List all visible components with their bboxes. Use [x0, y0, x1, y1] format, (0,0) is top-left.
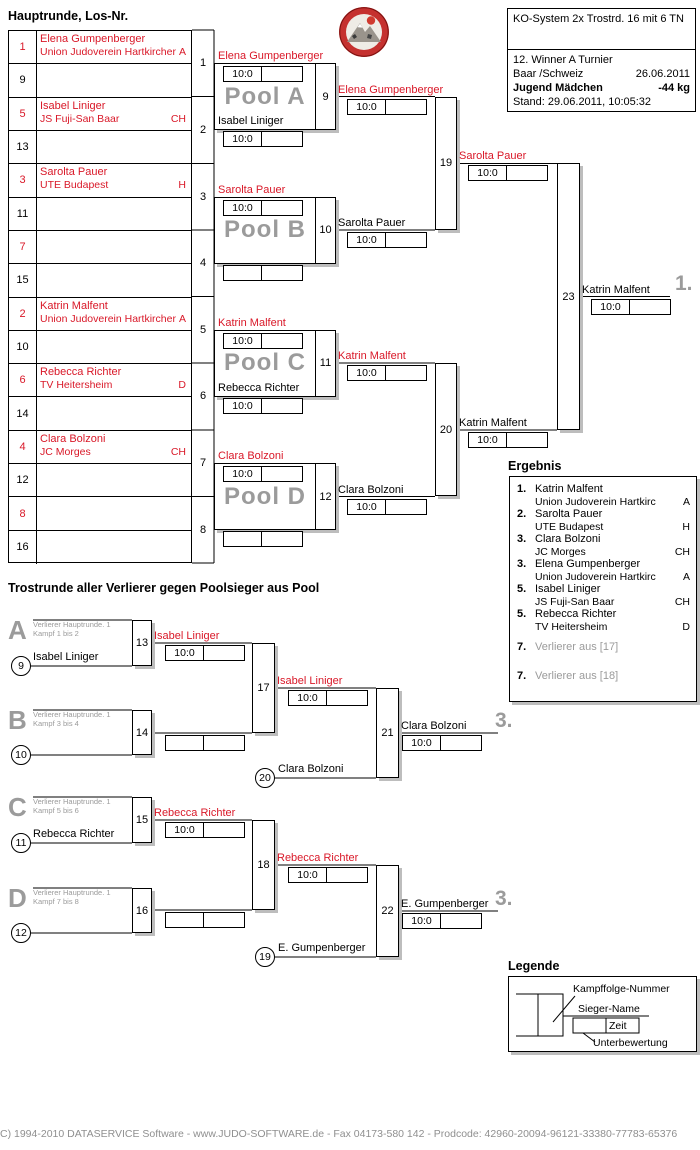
entrant-name: Clara Bolzoni	[40, 432, 106, 445]
match-11-result	[336, 350, 427, 381]
entrant-cell	[37, 64, 191, 96]
ergebnis-nation: A	[682, 495, 690, 508]
entrant-cell	[37, 98, 191, 130]
pool-d-label: Pool D	[224, 482, 306, 510]
match-15-result	[152, 807, 245, 838]
match-20-result	[457, 417, 548, 448]
ergebnis-club: JS Fuji-San Baar	[535, 595, 615, 608]
ergebnis-entry	[517, 558, 693, 583]
info-system	[507, 8, 696, 50]
event-weight: -44 kg	[658, 82, 690, 94]
legende-unterbewertung-label: Unterbewertung	[593, 1037, 668, 1049]
pool-d-top-name: Clara Bolzoni	[218, 450, 284, 463]
entrant-name: Katrin Malfent	[40, 299, 108, 312]
trost-section-c-note: Verlierer Hauptrunde. 1 Kampf 5 bis 6	[33, 797, 111, 815]
match-cell-22: 22	[376, 865, 399, 957]
match-13-winner: Isabel Liniger	[154, 630, 220, 642]
ergebnis-entry	[517, 583, 693, 608]
match-cell-8: 8	[199, 523, 207, 536]
pool-c-bottom-name: Rebecca Richter	[218, 381, 300, 394]
ergebnis-rank: 7.	[517, 641, 527, 653]
ergebnis-entry	[517, 508, 693, 533]
los-number: 7	[9, 231, 37, 263]
score-box: 10:0	[402, 913, 482, 929]
score-box: 10:0	[347, 99, 427, 115]
entrant-name: Sarolta Pauer	[40, 166, 108, 179]
entrant-cell	[37, 531, 191, 564]
los-number: 10	[9, 331, 37, 363]
match-cell-3: 3	[199, 190, 207, 203]
feed-name-20: Clara Bolzoni	[278, 763, 344, 775]
score-box: 10:0	[165, 645, 245, 661]
trost-section-c-letter: C	[8, 792, 27, 822]
match-18-winner: Rebecca Richter	[277, 852, 359, 864]
ergebnis-club: TV Heitersheim	[535, 620, 608, 633]
ergebnis-entry	[517, 533, 693, 558]
match-17-result	[275, 675, 368, 706]
pool-a-label: Pool A	[224, 82, 306, 110]
entrant-club: TV Heitersheim	[40, 379, 113, 392]
trost-circle-10: 10	[11, 745, 31, 765]
pool-b-match-number: 10	[315, 198, 335, 263]
los-number: 9	[9, 64, 37, 96]
match-cell-23-final: 23	[557, 163, 580, 430]
match-cell-15: 15	[132, 797, 152, 843]
ergebnis-rank: 3.	[517, 558, 527, 570]
match-22-winner: E. Gumpenberger	[401, 898, 489, 910]
match-10-result	[336, 217, 427, 248]
score-box: 10:0	[223, 333, 303, 349]
draw-table-row	[9, 164, 191, 197]
pool-c-label: Pool C	[224, 349, 306, 377]
entrant-name: Elena Gumpenberger	[40, 33, 146, 45]
draw-table-row	[9, 264, 191, 297]
score-box	[165, 735, 245, 751]
legende-sieger-label: Sieger-Name	[578, 1003, 640, 1015]
event-category: Jugend Mädchen	[513, 82, 603, 94]
info-event	[507, 49, 696, 112]
footer-credits: C) 1994-2010 DATASERVICE Software - www.JUDO-SOFTWARE.de - Fax 04173-580 142 - Prodcode: 42960-20094-96121-33380-77783-65376	[0, 1128, 678, 1140]
ergebnis-name: Elena Gumpenberger	[535, 558, 641, 570]
match-18-result	[275, 852, 368, 883]
score-box: 10:0	[468, 432, 548, 448]
ergebnis-nation: D	[682, 620, 690, 633]
draw-table-row	[9, 397, 191, 430]
event-stand: Stand: 29.06.2011, 10:05:32	[513, 96, 652, 108]
draw-table-row	[9, 497, 191, 530]
ergebnis-rank: 3.	[517, 533, 527, 545]
trost-circle-11: 11	[11, 833, 31, 853]
score-box: 10:0	[223, 131, 303, 147]
match-cell-13: 13	[132, 620, 152, 666]
trost-circle-9: 9	[11, 656, 31, 676]
trost-title: Trostrunde aller Verlierer gegen Poolsieger aus Pool	[8, 581, 320, 595]
event-date: 26.06.2011	[635, 68, 690, 80]
draw-table-row	[9, 431, 191, 464]
final-result	[580, 284, 671, 315]
match-cell-21: 21	[376, 688, 399, 778]
first-place-label: 1.	[675, 272, 693, 295]
ergebnis-entry	[517, 641, 693, 654]
pool-c-match-number: 11	[315, 331, 335, 396]
match-12-winner: Clara Bolzoni	[338, 483, 404, 496]
ergebnis-name: Clara Bolzoni	[535, 533, 601, 545]
ergebnis-nation: H	[682, 520, 690, 533]
los-number: 5	[9, 98, 37, 130]
entrant-name: Rebecca Richter	[40, 366, 122, 379]
score-box: 10:0	[468, 165, 548, 181]
match-19-winner: Sarolta Pauer	[459, 150, 527, 163]
entrant-club: JS Fuji-San Baar	[40, 112, 120, 125]
match-cell-14: 14	[132, 710, 152, 755]
ergebnis-club: JC Morges	[535, 545, 586, 558]
los-number: 16	[9, 531, 37, 564]
draw-table-row	[9, 231, 191, 264]
ergebnis-entry	[517, 608, 693, 633]
entrant-cell	[37, 298, 191, 330]
ergebnis-name: Verlierer aus [17]	[535, 641, 619, 653]
legende-kampffolge-label: Kampffolge-Nummer	[573, 983, 670, 995]
ergebnis-rank: 5.	[517, 608, 527, 620]
match-cell-5: 5	[199, 323, 207, 336]
match-cell-7: 7	[199, 457, 207, 470]
legende-title: Legende	[508, 959, 560, 973]
match-14-winner	[154, 720, 245, 733]
feed-name-19: E. Gumpenberger	[278, 942, 366, 954]
ergebnis-box	[509, 476, 697, 702]
match-9-winner: Elena Gumpenberger	[338, 84, 444, 96]
trost-circle-20: 20	[255, 768, 275, 788]
ergebnis-club: Union Judoverein Hartkirc	[535, 495, 656, 508]
entrant-club: Union Judoverein Hartkircher	[40, 46, 176, 58]
ergebnis-nation: CH	[674, 545, 690, 558]
match-16-result	[152, 897, 245, 928]
entrant-cell	[37, 264, 191, 296]
trost-section-b-note: Verlierer Hauptrunde. 1 Kampf 3 bis 4	[33, 710, 111, 728]
los-number: 11	[9, 198, 37, 230]
score-box	[223, 265, 303, 281]
los-number: 12	[9, 464, 37, 496]
entrant-cell	[37, 364, 191, 396]
entrant-nation: A	[178, 46, 186, 58]
match-10-winner: Sarolta Pauer	[338, 217, 406, 229]
info-box	[507, 8, 696, 112]
match-cell-20: 20	[435, 363, 457, 496]
ergebnis-club: Union Judoverein Hartkirc	[535, 570, 656, 583]
pool-a-top-name: Elena Gumpenberger	[218, 50, 324, 62]
score-box	[165, 912, 245, 928]
match-21-winner: Clara Bolzoni	[401, 720, 467, 732]
trost-a-entrant: Isabel Liniger	[33, 651, 99, 663]
match-15-winner: Rebecca Richter	[154, 807, 236, 819]
los-number: 8	[9, 497, 37, 529]
match-20-winner: Katrin Malfent	[459, 416, 527, 429]
entrant-cell	[37, 198, 191, 230]
match-21-result	[399, 720, 482, 751]
final-winner: Katrin Malfent	[582, 283, 650, 296]
trost-circle-19: 19	[255, 947, 275, 967]
match-14-result	[152, 720, 245, 751]
ergebnis-nation: A	[682, 570, 690, 583]
pool-box-d	[214, 450, 336, 530]
trost-section-d-note: Verlierer Hauptrunde. 1 Kampf 7 bis 8	[33, 888, 111, 906]
match-cell-17: 17	[252, 643, 275, 733]
draw-table-row	[9, 464, 191, 497]
pool-b-label: Pool B	[224, 216, 306, 244]
entrant-cell	[37, 31, 191, 63]
ergebnis-title: Ergebnis	[508, 459, 562, 473]
entrant-cell	[37, 164, 191, 196]
ergebnis-club: UTE Budapest	[535, 520, 604, 533]
ergebnis-nation: CH	[674, 595, 690, 608]
match-cell-19: 19	[435, 97, 457, 230]
pool-box-c	[214, 316, 336, 412]
match-17-winner: Isabel Liniger	[277, 675, 343, 687]
trost-section-b-letter: B	[8, 705, 27, 735]
entrant-nation: CH	[170, 112, 186, 125]
draw-table-row	[9, 198, 191, 231]
entrant-nation: D	[178, 379, 186, 392]
score-box: 10:0	[223, 466, 303, 482]
event-name: 12. Winner A Turnier	[513, 54, 613, 66]
third-place-label-2: 3.	[495, 887, 513, 910]
los-number: 1	[9, 31, 37, 63]
ergebnis-rank: 1.	[517, 483, 527, 495]
ergebnis-name: Rebecca Richter	[535, 608, 617, 620]
score-box: 10:0	[591, 299, 671, 315]
ergebnis-rank: 2.	[517, 508, 527, 520]
match-cell-4: 4	[199, 257, 207, 270]
score-box	[223, 531, 303, 547]
entrant-cell	[37, 331, 191, 363]
draw-table-row	[9, 98, 191, 131]
pool-d-match-number: 12	[315, 464, 335, 529]
draw-table-row	[9, 31, 191, 64]
entrant-cell	[37, 397, 191, 429]
score-box: 10:0	[347, 499, 427, 515]
match-13-result	[152, 630, 245, 661]
match-cell-1: 1	[199, 57, 207, 70]
los-number: 13	[9, 131, 37, 163]
entrant-name: Isabel Liniger	[40, 99, 106, 112]
ergebnis-name: Isabel Liniger	[535, 583, 601, 595]
score-box: 10:0	[223, 398, 303, 414]
entrant-cell	[37, 497, 191, 529]
match-16-winner	[154, 897, 245, 910]
score-box: 10:0	[402, 735, 482, 751]
match-cell-6: 6	[199, 390, 207, 403]
score-box: 10:0	[347, 365, 427, 381]
draw-table	[8, 30, 192, 563]
ergebnis-rank: 7.	[517, 670, 527, 682]
event-location: Baar /Schweiz	[513, 68, 584, 80]
los-number: 4	[9, 431, 37, 463]
los-number: 15	[9, 264, 37, 296]
draw-table-row	[9, 64, 191, 97]
match-19-result	[457, 150, 548, 181]
legende-box	[508, 976, 697, 1052]
entrant-cell	[37, 131, 191, 163]
pool-b-top-name: Sarolta Pauer	[218, 183, 286, 196]
entrant-cell	[37, 431, 191, 463]
match-12-result	[336, 484, 427, 515]
legende-zeit-label: Zeit	[609, 1020, 627, 1032]
ergebnis-rank: 5.	[517, 583, 527, 595]
pool-a-match-number: 9	[315, 64, 335, 129]
pool-a-bottom-name: Isabel Liniger	[218, 115, 284, 127]
score-box: 10:0	[288, 690, 368, 706]
entrant-nation: A	[178, 312, 186, 325]
system-label: KO-System 2x Trostrd. 16 mit 6 TN	[513, 13, 684, 25]
pool-c-top-name: Katrin Malfent	[218, 316, 286, 329]
entrant-nation: CH	[170, 445, 186, 458]
draw-table-row	[9, 298, 191, 331]
match-cell-16: 16	[132, 888, 152, 933]
match-22-result	[399, 898, 488, 929]
entrant-cell	[37, 231, 191, 263]
trost-circle-12: 12	[11, 923, 31, 943]
los-number: 3	[9, 164, 37, 196]
los-number: 2	[9, 298, 37, 330]
ergebnis-name: Sarolta Pauer	[535, 508, 603, 520]
trost-section-a-letter: A	[8, 615, 27, 645]
judo-club-logo	[338, 6, 390, 58]
entrant-cell	[37, 464, 191, 496]
match-11-winner: Katrin Malfent	[338, 350, 406, 362]
third-place-label-1: 3.	[495, 709, 513, 732]
score-box: 10:0	[288, 867, 368, 883]
entrant-club: Union Judoverein Hartkircher	[40, 312, 176, 325]
draw-table-row	[9, 131, 191, 164]
page-title: Hauptrunde, Los-Nr.	[8, 9, 129, 23]
ergebnis-name: Verlierer aus [18]	[535, 670, 619, 682]
trost-section-d-letter: D	[8, 883, 27, 913]
trost-c-entrant: Rebecca Richter	[33, 828, 115, 840]
score-box: 10:0	[223, 66, 303, 82]
draw-table-row	[9, 531, 191, 564]
draw-table-row	[9, 331, 191, 364]
entrant-club: JC Morges	[40, 445, 91, 458]
match-cell-18: 18	[252, 820, 275, 910]
trost-section-a-note: Verlierer Hauptrunde. 1 Kampf 1 bis 2	[33, 620, 111, 638]
ergebnis-entry	[517, 670, 693, 683]
los-number: 6	[9, 364, 37, 396]
ergebnis-entry	[517, 483, 693, 508]
ergebnis-name: Katrin Malfent	[535, 483, 603, 495]
draw-table-row	[9, 364, 191, 397]
los-number: 14	[9, 397, 37, 429]
score-box: 10:0	[347, 232, 427, 248]
pool-box-b	[214, 183, 336, 264]
match-cell-2: 2	[199, 123, 207, 136]
score-box: 10:0	[165, 822, 245, 838]
pool-box-a	[214, 50, 336, 145]
entrant-club: UTE Budapest	[40, 179, 109, 192]
score-box: 10:0	[223, 200, 303, 216]
entrant-nation: H	[178, 179, 186, 192]
match-9-result	[336, 84, 443, 115]
